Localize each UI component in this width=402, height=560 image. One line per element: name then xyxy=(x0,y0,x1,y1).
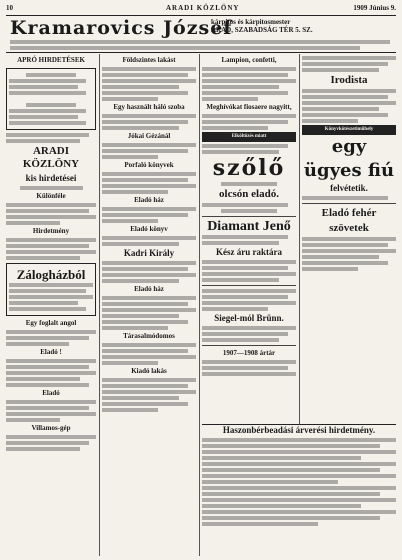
ad-heading: Eladó könyv xyxy=(130,225,168,233)
ad-heading: Zálogházból xyxy=(16,267,86,282)
advertiser-name: Kramarovics József xyxy=(10,17,233,39)
notice-subtitle: kis hirdetései xyxy=(25,173,77,183)
ad-heading: Eladó fehér xyxy=(321,207,377,219)
ad-heading: Földszintes lakást xyxy=(122,56,176,64)
ad-heading: Siegel-mól Brünn. xyxy=(214,313,284,323)
year-line: 1907—1908 ártár xyxy=(222,349,276,357)
page-number: 10 xyxy=(6,4,13,12)
rate-box xyxy=(6,68,96,130)
ad-heading: Hirdetmény xyxy=(32,227,70,235)
newspaper-page xyxy=(6,4,396,556)
ad-heading: felvétetik. xyxy=(330,183,368,193)
ad-heading: Villamos-gép xyxy=(31,424,71,432)
ad-heading: Kadri Király xyxy=(123,248,175,258)
column-2 xyxy=(102,54,200,556)
notice-title: ARADI KÖZLÖNY xyxy=(22,145,80,170)
ad-heading: Elköltözés miatt xyxy=(202,132,296,142)
ad-heading: Kész áru raktára xyxy=(216,247,282,257)
ad-heading: Eladó xyxy=(42,389,60,397)
ad-heading: Irodista xyxy=(330,74,368,86)
auction-notice xyxy=(202,424,396,557)
ad-heading: Jókai Gézánál xyxy=(127,132,171,140)
running-header xyxy=(6,4,396,14)
banner-body xyxy=(10,38,390,52)
pawnshop-ad xyxy=(6,263,96,316)
ad-heading: Meghívókat fiosaere nagyitt, xyxy=(206,103,292,111)
ad-heading: Lampion, confetti, xyxy=(221,56,277,64)
vineyard-ad-title: szőlő xyxy=(212,155,286,181)
section-title: APRÓ HIRDETÉSEK xyxy=(17,56,85,64)
column-1 xyxy=(6,54,100,556)
ad-heading: olcsón eladó. xyxy=(219,188,279,200)
ad-heading: szövetek xyxy=(329,222,369,234)
ad-heading: Egy foglalt angol xyxy=(25,319,77,327)
ad-heading: Könyvkötészetiműhely xyxy=(302,125,396,135)
advertiser-tagline: kárpitos és kárpitosmester ARAD, SZABADSÁG TÉR 5. SZ. xyxy=(211,18,313,34)
issue-date: 1909 Június 9. xyxy=(353,4,396,12)
ad-heading: Egy használt háló szoba xyxy=(113,103,185,111)
ad-heading: Különféle xyxy=(36,192,66,200)
ad-heading: Eladó ! xyxy=(40,348,62,356)
ad-heading: Eladó ház xyxy=(134,196,164,204)
ad-heading: Eladó ház xyxy=(134,285,164,293)
auction-title: Haszonbérbeadási árverési hirdetmény. xyxy=(222,425,376,435)
banner-advertisement xyxy=(6,15,396,53)
ad-heading: Kiadó lakás xyxy=(131,367,167,375)
ad-heading: Porfaló könyvek xyxy=(124,161,174,169)
ad-heading: egy ügyes fiú xyxy=(303,136,395,181)
ad-heading: Diamant Jenő xyxy=(207,219,291,234)
paper-title: ARADI KÖZLÖNY xyxy=(166,4,240,12)
ad-heading: Tárasalmódomos xyxy=(123,332,175,340)
